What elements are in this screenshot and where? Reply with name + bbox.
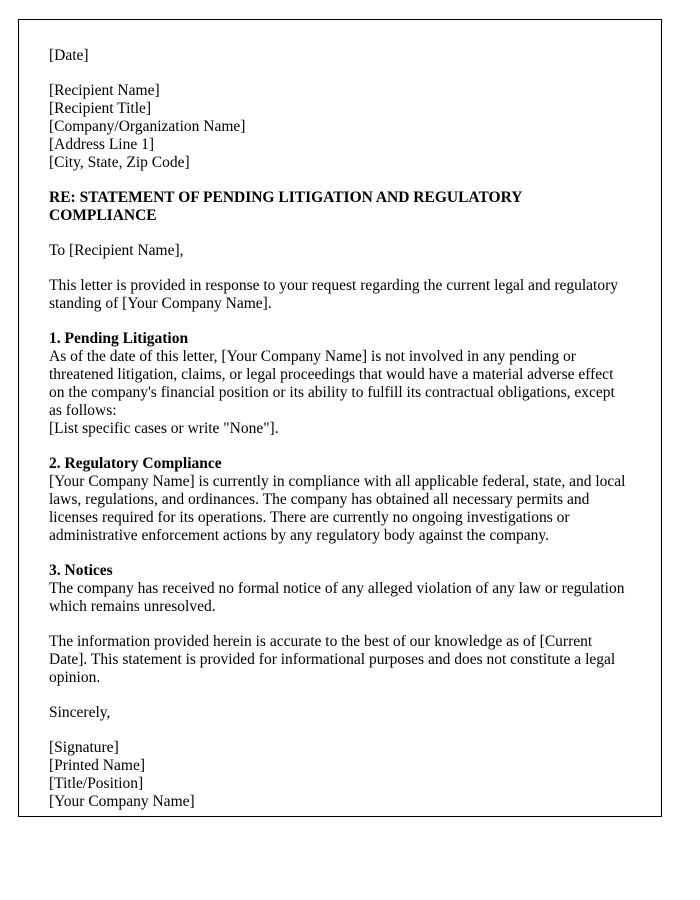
section-heading: 1. Pending Litigation xyxy=(49,330,189,347)
disclaimer-paragraph: The information provided herein is accurate to the best of our knowledge as of [Current Date]. This statement is provided for informational purposes and does not constitute a legal opinion. xyxy=(49,633,616,686)
signature-block xyxy=(49,739,631,811)
section-body: [Your Company Name] is currently in compliance with all applicable federal, state, and local laws, regulations, and ordinances. The company has obtained all necessary permits and licenses required for its operations. There are currently no ongoing investigations or administrative enforcement actions by any regulatory body against the company. xyxy=(49,473,626,544)
date-placeholder: [Date] xyxy=(49,47,89,64)
date-line xyxy=(49,47,631,65)
signature-placeholder: [Signature] xyxy=(49,739,119,756)
section-heading: 2. Regulatory Compliance xyxy=(49,455,222,472)
closing-line: Sincerely, xyxy=(49,704,111,721)
company-name-placeholder: [Your Company Name] xyxy=(49,793,195,810)
subject-line: RE: STATEMENT OF PENDING LITIGATION AND REGULATORY COMPLIANCE xyxy=(49,189,522,224)
section-note: [List specific cases or write "None"]. xyxy=(49,420,279,437)
recipient-address-block xyxy=(49,82,631,172)
recipient-address-line1: [Address Line 1] xyxy=(49,136,155,153)
salutation: To [Recipient Name], xyxy=(49,242,184,259)
intro-paragraph: This letter is provided in response to your request regarding the current legal and regulatory standing of [Your Company Name]. xyxy=(49,277,619,312)
section-body: The company has received no formal notice of any alleged violation of any law or regulation which remains unresolved. xyxy=(49,580,625,615)
recipient-city-state-zip: [City, State, Zip Code] xyxy=(49,154,190,171)
section-pending-litigation xyxy=(49,330,631,438)
recipient-company: [Company/Organization Name] xyxy=(49,118,246,135)
section-notices xyxy=(49,562,631,616)
section-body: As of the date of this letter, [Your Company Name] is not involved in any pending or threatened litigation, claims, or legal proceedings that would have a material adverse effect on the company's financial position or its ability to fulfill its contractual obligations, except as follows: xyxy=(49,348,615,419)
printed-name-placeholder: [Printed Name] xyxy=(49,757,145,774)
recipient-title: [Recipient Title] xyxy=(49,100,152,117)
section-heading: 3. Notices xyxy=(49,562,113,579)
title-position-placeholder: [Title/Position] xyxy=(49,775,144,792)
letter-frame xyxy=(18,19,662,817)
letter-content xyxy=(19,20,661,811)
section-regulatory-compliance xyxy=(49,455,631,545)
recipient-name: [Recipient Name] xyxy=(49,82,160,99)
